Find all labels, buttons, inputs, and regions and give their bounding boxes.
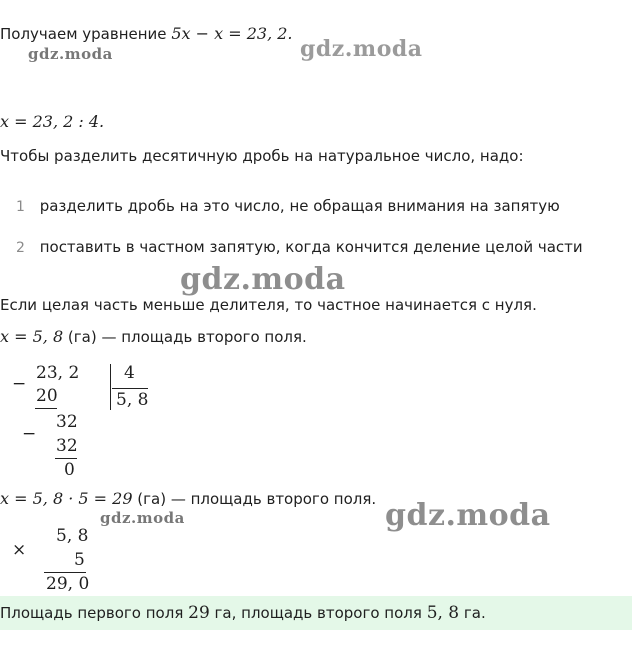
first-underline <box>35 408 57 409</box>
equation-prefix: Получаем уравнение <box>0 25 167 43</box>
step-text: разделить дробь на это число, не обращая внимания на запятую <box>39 197 560 215</box>
answer-number-2: 5, 8 <box>426 603 460 623</box>
answer-part-a: Площадь первого поля <box>0 604 184 622</box>
watermark-logo: gdz.moda <box>28 45 113 63</box>
step-number: 2 <box>16 240 25 256</box>
second-underline <box>55 458 77 459</box>
second-subtrahend: 32 <box>56 436 78 456</box>
equation-line <box>0 24 293 43</box>
list-item <box>16 197 560 215</box>
watermark-logo: gdz.moda <box>385 498 551 533</box>
zero-rule: Если целая часть меньше делителя, то частное начинается с нуля. <box>0 296 537 314</box>
x-result-line <box>0 327 307 346</box>
quotient: 5, 8 <box>116 390 149 410</box>
equation-math: 5x − x = 23, 2. <box>171 24 293 43</box>
dividend: 23, 2 <box>36 363 80 383</box>
answer-block <box>0 596 632 630</box>
multiplication-text: (га) — площадь второго поля. <box>137 490 377 508</box>
remainder: 32 <box>56 412 78 432</box>
divisor-underline <box>112 388 148 389</box>
watermark-logo: gdz.moda <box>100 509 185 527</box>
division-vertical-bar <box>110 364 111 410</box>
x-result-math: x = 5, 8 <box>0 327 64 346</box>
step-number: 1 <box>16 199 25 215</box>
rule-intro: Чтобы разделить десятичную дробь на натуральное число, надо: <box>0 147 524 165</box>
multiplicand: 5, 8 <box>56 526 89 546</box>
division-minus-sign: − <box>12 374 27 394</box>
step-text: поставить в частном запятую, когда кончится деление целой части <box>39 238 583 256</box>
multiplier: 5 <box>74 550 85 570</box>
multiplication-line <box>0 489 376 508</box>
answer-part-c: га. <box>463 604 486 622</box>
x-result-text: (га) — площадь второго поля. <box>67 328 307 346</box>
division-result: 0 <box>64 460 75 480</box>
answer-text <box>0 603 486 623</box>
multiply-underline <box>44 572 86 573</box>
multiply-sign: × <box>12 540 27 560</box>
multiplication-math: x = 5, 8 · 5 = 29 <box>0 489 133 508</box>
list-item <box>16 238 583 256</box>
product: 29, 0 <box>46 574 90 594</box>
watermark-logo: gdz.moda <box>180 262 346 297</box>
answer-number-1: 29 <box>188 603 210 623</box>
watermark-logo: gdz.moda <box>300 36 423 62</box>
division-minus-sign: − <box>22 424 37 444</box>
division-equation: x = 23, 2 : 4. <box>0 112 105 131</box>
answer-part-b: га, площадь второго поля <box>214 604 422 622</box>
divisor: 4 <box>124 363 135 383</box>
first-subtrahend: 20 <box>36 386 58 406</box>
